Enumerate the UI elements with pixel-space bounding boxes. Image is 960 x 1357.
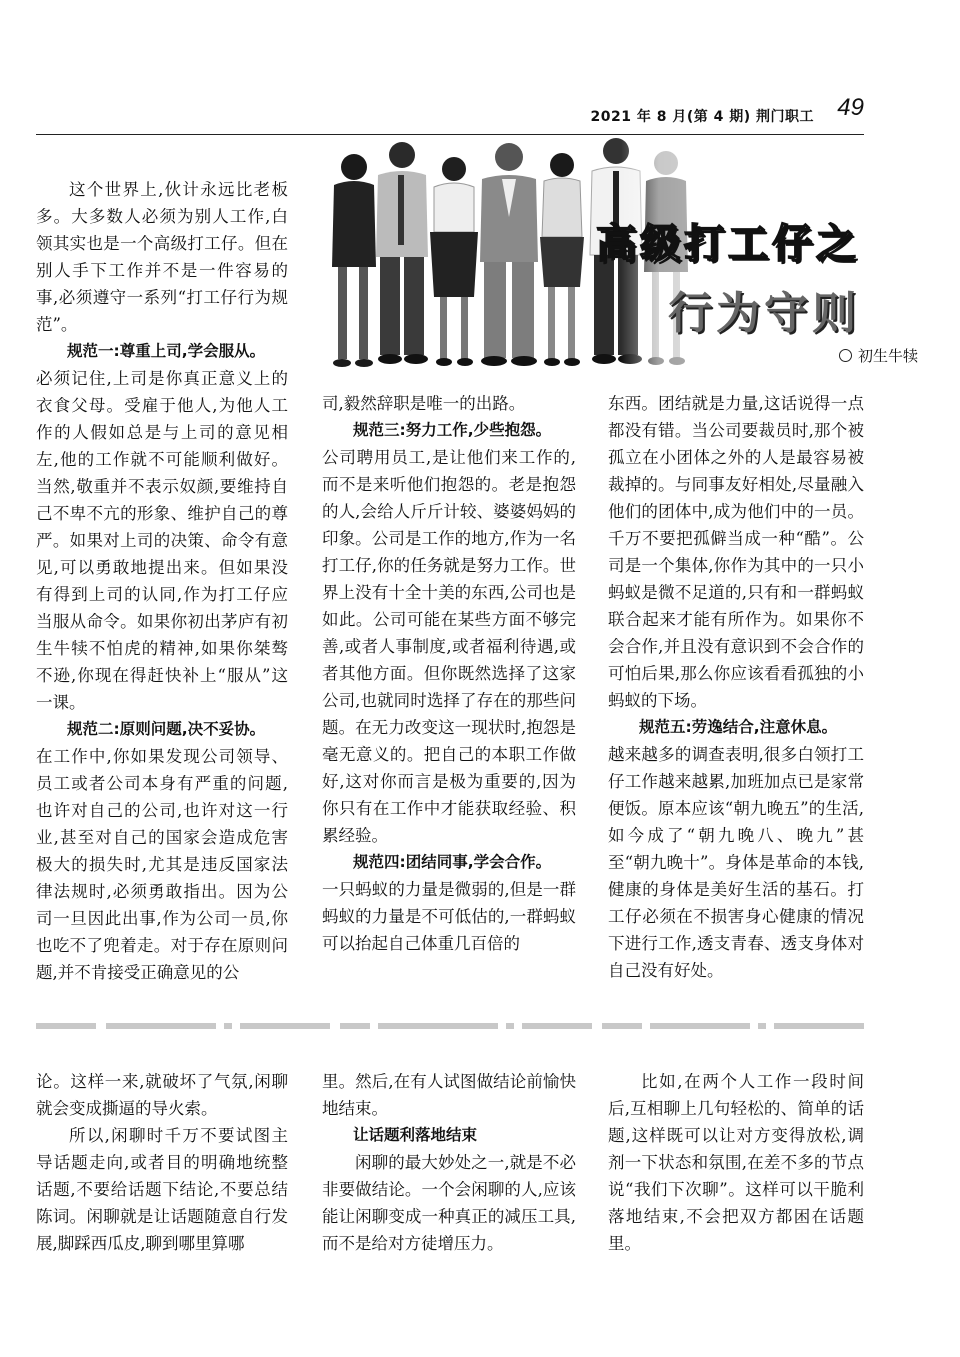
section-divider [36, 1023, 864, 1031]
page-header [36, 94, 864, 126]
rule-five-body: 越来越多的调查表明,很多白领打工仔工作越来越累,加班加点已是家常便饭。原本应该“朝九晚五”的生活,如今成了“朝九晚八、晚九”甚至“朝九晚十”。身体是革命的本钱,健康的身体是美好生活的基石。打工仔必须在不损害身心健康的情况下进行工作,透支青春、透支身体对自己没有好处。 [608, 745, 864, 980]
author-name: 初生牛犊 [857, 347, 918, 365]
bottom-paragraph: 论。这样一来,就破坏了气氛,闲聊就会变成撕逼的导火索。 [36, 1072, 288, 1118]
rule-four-body-end: 东西。团结就是力量,这话说得一点都没有错。当公司要裁员时,那个被孤立在小团体之外的人是最容易被裁掉的。与同事友好相处,尽量融入他们的团体中,成为他们中的一员。千万不要把孤僻当成一种“酷”。公司是一个集体,你作为其中的一只小蚂蚁是微不足道的,只有和一群蚂蚁联合起来才能有所作为。如果你不会合作,并且没有意识到不会合作的可怕后果,那么你应该看看孤独的小蚂蚁的下场。 [608, 394, 864, 710]
rule-one-heading: 规范一:尊重上司,学会服从。 [67, 342, 266, 360]
bottom-paragraph: 里。然后,在有人试图做结论前愉快地结束。 [322, 1072, 576, 1118]
title-line-1: 高级打工仔之 [596, 221, 860, 267]
title-line-2: 行为守则 [668, 288, 860, 339]
header-rule [36, 134, 864, 135]
bottom-column-2 [322, 1068, 576, 1257]
issue-info: 2021 年 8 月(第 4 期) 荆门职工 [590, 109, 814, 125]
article-title [596, 212, 860, 341]
article-column-3 [608, 390, 864, 984]
rule-three-body: 公司聘用员工,是让他们来工作的,而不是来听他们抱怨的。老是抱怨的人,会给人斤斤计较、婆婆妈妈的印象。公司是工作的地方,作为一名打工仔,你的任务就是努力工作。世界上没有十全十美的东西,公司也是如此。公司可能在某些方面不够完善,或者人事制度,或者福利待遇,或者其他方面。但你既然选择了这家公司,也就同时选择了存在的那些问题。在无力改变这一现状时,抱怨是毫无意义的。把自己的本职工作做好,这对你而言是极为重要的,因为你只有在工作中才能获取经验、积累经验。 [322, 448, 576, 845]
article-column-1 [36, 176, 288, 986]
article-column-2 [322, 390, 576, 957]
page-number: 49 [837, 94, 864, 121]
bottom-column-3 [608, 1068, 864, 1257]
rule-two-body-end: 司,毅然辞职是唯一的出路。 [322, 394, 526, 413]
bottom-paragraph: 所以,闲聊时千万不要试图主导话题走向,或者目的明确地统整话题,不要给话题下结论,不要总结陈词。闲聊就是让话题随意自行发展,脚踩西瓜皮,聊到哪里算哪 [36, 1126, 288, 1253]
rule-one-body: 必须记住,上司是你真正意义上的衣食父母。受雇于他人,为他人工作的人假如总是与上司的意见相左,他的工作就不可能顺利做好。当然,敬重并不表示奴颜,要维持自己不卑不亢的形象、维护自己的尊严。如果对上司的决策、命令有意见,可以勇敢地提出来。但如果没有得到上司的认同,作为打工仔应当服从命令。如果你初出茅庐有初生牛犊不怕虎的精神,如果你桀骜不逊,你现在得赶快补上“服从”这一课。 [36, 369, 288, 712]
rule-three-heading: 规范三:努力工作,少些抱怨。 [353, 421, 552, 439]
rule-five-heading: 规范五:劳逸结合,注意休息。 [639, 718, 838, 736]
bottom-subheading: 让话题利落地结束 [353, 1126, 478, 1144]
rule-four-body: 一只蚂蚁的力量是微弱的,但是一群蚂蚁的力量是不可低估的,一群蚂蚁可以抬起自己体重几百倍的 [322, 880, 576, 953]
author-byline [839, 345, 918, 366]
intro-paragraph: 这个世界上,伙计永远比老板多。大多数人必须为别人工作,白领其实也是一个高级打工仔。但在别人手下工作并不是一件容易的事,必须遵守一系列“打工仔行为规范”。 [36, 180, 288, 334]
rule-four-heading: 规范四:团结同事,学会合作。 [353, 853, 552, 871]
rule-two-heading: 规范二:原则问题,决不妥协。 [67, 720, 266, 738]
circle-icon [839, 349, 852, 362]
bottom-column-1 [36, 1068, 288, 1257]
bottom-paragraph: 闲聊的最大妙处之一,就是不必非要做结论。一个会闲聊的人,应该能让闲聊变成一种真正的减压工具,而不是给对方徒增压力。 [322, 1153, 576, 1253]
bottom-paragraph: 比如,在两个人工作一段时间后,互相聊上几句轻松的、简单的话题,这样既可以让对方变得放松,调剂一下状态和氛围,在差不多的节点说“我们下次聊”。这样可以干脆利落地结束,不会把双方都困在话题里。 [608, 1072, 864, 1253]
rule-two-body: 在工作中,你如果发现公司领导、员工或者公司本身有严重的问题,也许对自己的公司,也许对这一行业,甚至对自己的国家会造成危害极大的损失时,尤其是违反国家法律法规时,必须勇敢指出。因为公司一旦因此出事,作为公司一员,你也吃不了兜着走。对于存在原则问题,并不肯接受正确意见的公 [36, 747, 288, 982]
